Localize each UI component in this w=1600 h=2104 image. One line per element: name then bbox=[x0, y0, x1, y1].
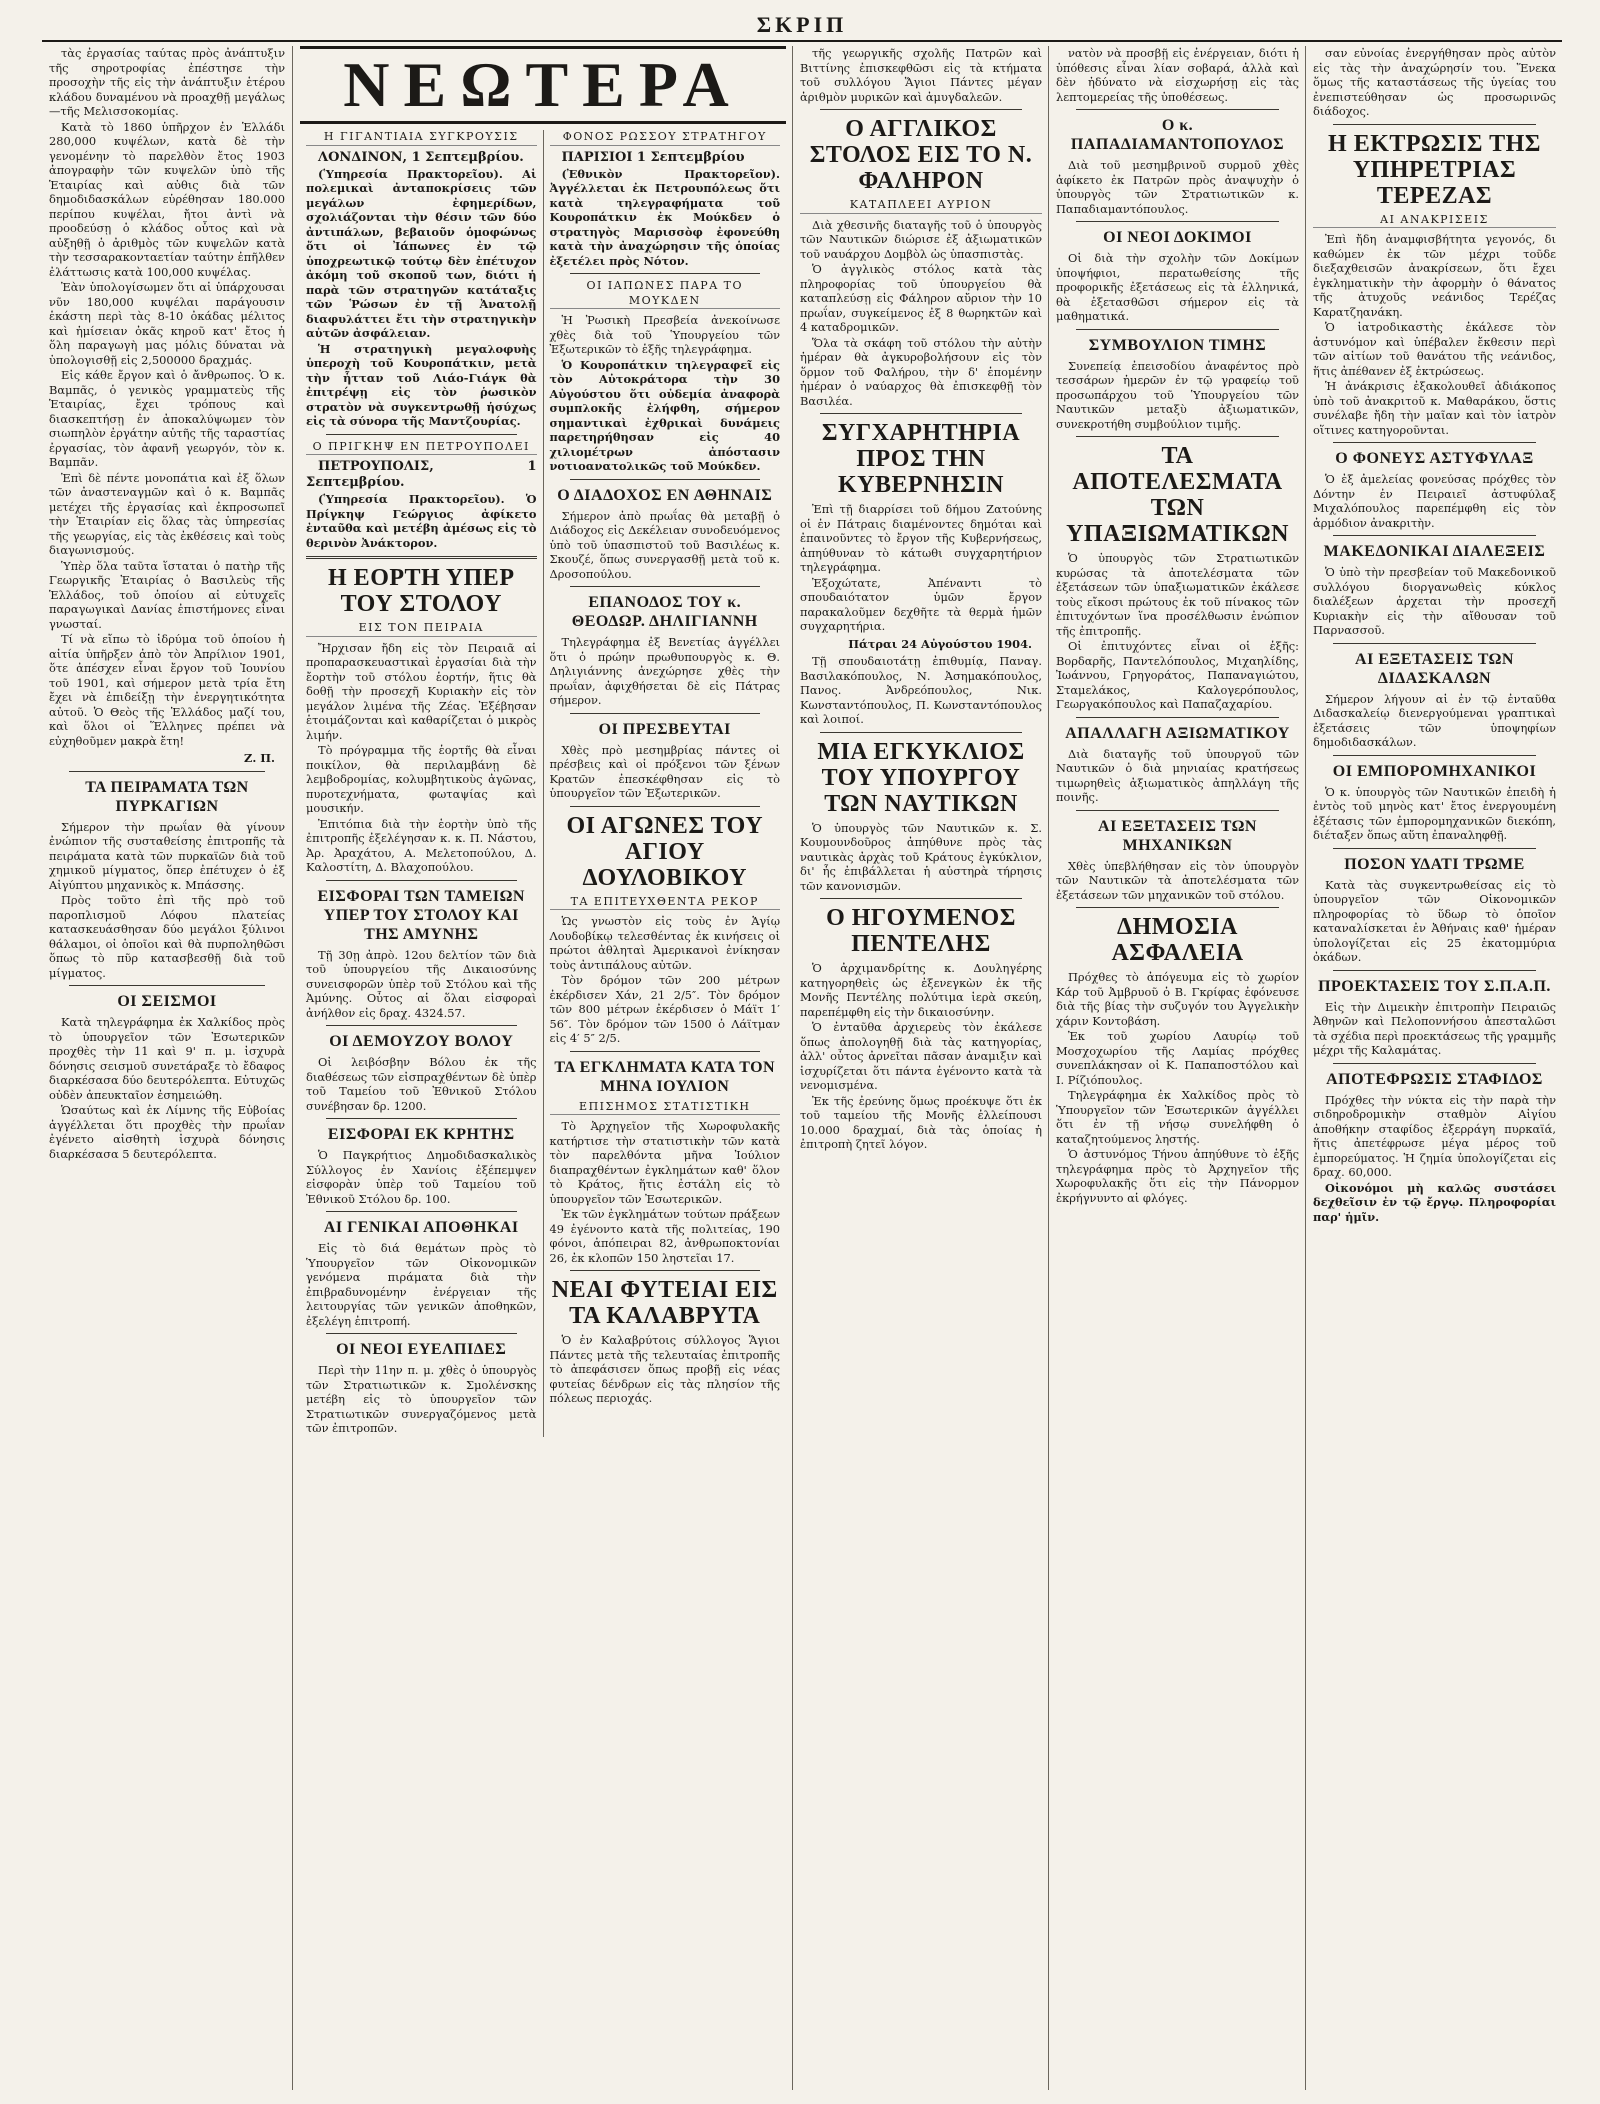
divider bbox=[570, 586, 761, 587]
article-text: Ὁ Κουροπάτκιν τηλεγραφεῖ εἰς τὸν Αὐτοκράτορα τὴν 30 Αὐγούστου ὅτι οὐδεμία ἀναφορὰ συμπλοκῆς ἐλήφθη, σήμερον σημαντικαὶ ἐχθρικαὶ δυνάμεις παρετηρήθησαν εἰς 40 χιλιομέτρων ἀπόστασιν νοτιοανατολικῶς τοῦ Μούκδεν. bbox=[549, 357, 780, 473]
headline-water-consumption: ΠΟΣΟΝ ΥΔΑΤΙ ΤΡΩΜΕ bbox=[1344, 855, 1525, 873]
article-text: Ἐκ τῶν ἐγκλημάτων τούτων πράξεων 49 ἐγένοντο κατὰ τῆς πολιτείας, 190 φόνοι, ἀπόπειραι 82, ἀνθρωποκτονίαι 26, ἐκ κλοπῶν 150 ληστεῖαι 17. bbox=[549, 1207, 780, 1265]
article-text: Ὅλα τὰ σκάφη τοῦ στόλου τὴν αὐτὴν ἡμέραν θὰ ἀγκυροβολήσουν εἰς τὸν ὅρμον τοῦ Φαλήρου, τὴν δ' ἑπομένην ἡμέραν ὁ ναύαρχος θὰ ἐπισκεφθῇ τὸν Βασιλέα. bbox=[800, 335, 1042, 408]
article-text: Ἐκ τῆς ἐρεύνης ὅμως προέκυψε ὅτι ἐκ τοῦ ταμείου τῆς Μονῆς ἐλλείπουσι 10.000 δραχμαί, διὰ τὰς ὁποίας ἡ ἐπιτροπὴ ζητεῖ λόγον. bbox=[800, 1093, 1042, 1151]
article-text: Οἰκονόμοι μὴ καλῶς συστάσει δεχθεῖσιν ἐν τῷ ἔργῳ. Πληροφορίαι παρ' ἡμῖν. bbox=[1313, 1180, 1556, 1224]
column-2 bbox=[300, 130, 543, 1437]
article-text: Ὁ ἐν Καλαβρύτοις σύλλογος Ἅγιοι Πάντες μετὰ τῆς τελευταίας ἐπιτροπῆς τὸ ἀπεφάσισεν ὅπως προβῇ εἰς νέας φυτείας δένδρων εἰς τὰς πλησίον τῆς πόλεως περιοχάς. bbox=[549, 1333, 780, 1405]
divider bbox=[1076, 717, 1279, 718]
divider bbox=[1333, 755, 1536, 756]
article-text: (Ἐθνικὸν Πρακτορεῖον). Ἀγγέλλεται ἐκ Πετρουπόλεως ὅτι κατὰ τηλεγραφήματα τοῦ Κουροπάτκιν ἐκ Μούκδεν ὁ στρατηγὸς Μαρισσὸφ ἐφονεύθη κατὰ τὴν ἀναχώρησιν τῆς ὁποίας ἐξετέλει πρὸς Νότον. bbox=[549, 166, 780, 268]
divider bbox=[326, 1211, 517, 1212]
headline-penteli-abbot: Ο ΗΓΟΥΜΕΝΟΣ ΠΕΝΤΕΛΗΣ bbox=[826, 905, 1016, 957]
article-text: Σήμερον ἀπὸ πρωΐας θὰ μεταβῇ ὁ Διάδοχος εἰς Δεκέλειαν συνοδευόμενος ὑπὸ τοῦ ὑπασπιστοῦ τοῦ Βασιλέως κ. Σκουζέ, ὅπως συνεργασθῇ μετὰ τοῦ κ. Δροσοπούλου. bbox=[549, 508, 780, 581]
headline-officer-release: ΑΠΑΛΛΑΓΗ ΑΞΙΩΜΑΤΙΚΟΥ bbox=[1065, 724, 1290, 742]
article-text: Τηλεγράφημα ἐκ Χαλκίδος πρὸς τὸ Ὑπουργεῖον τῶν Ἐσωτερικῶν ἀγγέλλει ὅτι ἐν τῇ νήσῳ συνελήφθη ὁ καταζητούμενος ληστής. bbox=[1056, 1088, 1299, 1146]
article-text: Ἐπὶ δὲ πέντε μονοπάτια καὶ ἐξ ὅλων τῶν ἀναστεναγμῶν καὶ ὁ κ. Βαμπᾶς μετέχει τῆς ἐργασίας καὶ ἐκπροσωπεῖ τὴν Ἑταιρίαν εἰς ὅλας τὰς ὑπηρεσίας τῆς γεωργίας, εἰς τὰς ἐκθέσεις καὶ τοὺς διαγωνισμούς. bbox=[49, 470, 285, 557]
article-text: Τῇ σπουδαιοτάτῃ ἐπιθυμίᾳ, Παναγ. Βασιλακόπουλος, Ν. Ἀσημακόπουλος, Πανος. Ἀνδρεόπουλος, Νικ. Κωνσταντόπουλος, Π. Κωνσταντόπουλος καὶ λοιποί. bbox=[800, 654, 1042, 726]
article-text: Τὸν δρόμον τῶν 200 μέτρων ἐκέρδισεν Χάν, 21 2/5″. Τὸν δρόμον τῶν 800 μέτρων ἐκέρδισεν ὁ Μάϊτ 1′ 56″. Τὸν δρόμον τῶν 1500 ὁ Λάϊτμαν εἰς 4′ 5″ 2/5. bbox=[549, 973, 780, 1045]
article-text: Ὁ ἀστυνόμος Τήνου ἀπηύθυνε τὸ ἑξῆς τηλεγράφημα πρὸς τὸ Ἀρχηγεῖον τῆς Χωροφυλακῆς ὅτι εἰς τὴν Πάνορμον ἐκρήγνυντο αἱ φλόγες. bbox=[1056, 1147, 1299, 1205]
article-text: (Ὑπηρεσία Πρακτορεῖου). Ὁ Πρίγκηψ Γεώργιος ἀφίκετο ἐνταῦθα καὶ μετέβη ἀμέσως εἰς τὸ θερινὸν Ἀνάκτορον. bbox=[306, 492, 537, 550]
article-text: Ἡ Ῥωσικὴ Πρεσβεία ἀνεκοίνωσε χθὲς διὰ τοῦ Ὑπουργείου τῶν Ἐξωτερικῶν τὸ ἑξῆς τηλεγράφημα. bbox=[549, 313, 780, 356]
article-text: Ἐκ τοῦ χωρίου Λαυρίῳ τοῦ Μοσχοχωρίου τῆς Λαμίας πρόχθες συνεπλάκησαν οἱ Κ. Παπαποστόλου καὶ Ι. Ρίζιόπουλος. bbox=[1056, 1029, 1299, 1087]
article-text: Ἡ ἀνάκρισις ἐξακολουθεῖ ἀδιάκοπος ὑπὸ τοῦ ἀνακριτοῦ κ. Μαθαράκου, ὅστις συνέλαβε ἤδη τὴν μαῖαν καὶ τὸν ἰατρὸν οἵτινες κατηγοροῦνται. bbox=[1313, 379, 1556, 437]
headline-new-cadets: ΟΙ ΝΕΟΙ ΕΥΕΛΠΙΔΕΣ bbox=[336, 1341, 507, 1358]
divider bbox=[570, 713, 761, 714]
article-text: Ὁ ἐνταῦθα ἀρχιερεὺς τὸν ἐκάλεσε ὅπως ἀπολογηθῇ διὰ τὰς κατηγορίας, ἀλλ' οὗτος ἀρνεῖται πᾶσαν ἀναμιξιν καὶ ἰσχυρίζεται ὅτι πάντα ἐγένοντο κατὰ τὰ νενομισμένα. bbox=[800, 1020, 1042, 1092]
headline-merchant-engineers: ΟΙ ΕΜΠΟΡΟΜΗΧΑΝΙΚΟΙ bbox=[1332, 762, 1537, 780]
headline-congratulations: ΣΥΓΧΑΡΗΤΗΡΙΑ ΠΡΟΣ ΤΗΝ ΚΥΒΕΡΝΗΣΙΝ bbox=[821, 420, 1021, 498]
article-text: Ὁ ἐξ ἀμελείας φονεύσας πρόχθες τὸν Δόντην ἐν Πειραιεῖ ἀστυφύλαξ Μιχαλόπουλος παρεπέμφθη εἰς τὸν ἀρμόδιον ἀνακριτὴν. bbox=[1313, 472, 1556, 530]
headline-tereza-abortion: Η ΕΚΤΡΩΣΙΣ ΤΗΣ ΥΠΗΡΕΤΡΙΑΣ ΤΕΡΕΖΑΣ bbox=[1328, 130, 1541, 209]
author-signature: Ζ. Π. bbox=[244, 751, 275, 765]
article-text: Τί νὰ εἴπω τὸ ἰδρύμα τοῦ ὁποίου ἡ αἰτία ὑπῆρξεν ἀπὸ τὸν Ἀπρίλιον 1901, ὅτε ἀπέσχεν εἶναι ἔργον τοῦ Ἰουνίου τοῦ 1901, καὶ σήμερον μετὰ τρία ἔτη ἔχει νὰ ἐπιδείξῃ τὴν ἐνεργητικότητα αὐτοῦ. Ὁ Θεὸς τῆς Ἑλλάδος μαζί του, καὶ ὅλοι οἱ Ἕλληνες πρέπει νὰ εὐχηθοῦμεν μακρὰ ἔτη! bbox=[49, 632, 285, 748]
article-text: Ὡσαύτως καὶ ἐκ Λίμνης τῆς Εὐβοίας ἀγγέλλεται ὅτι προχθὲς τὴν πρωΐαν ἐγένετο αἰσθητὴ ἰσχυρὰ δόνησις διαρκέσασα 5 δευτερόλεπτα. bbox=[49, 1103, 285, 1161]
headline-papadiamantopoulos: Ο κ. ΠΑΠΑΔΙΑΜΑΝΤΟΠΟΥΛΟΣ bbox=[1070, 117, 1285, 153]
article-text: Ἤρχισαν ἤδη εἰς τὸν Πειραιᾶ αἱ προπαρασκευαστικαὶ ἐργασίαι διὰ τὴν ἔορτὴν τοῦ στόλου ἑορτήν, ἥτις θὰ δοθῇ τὴν προσεχῆ Κυριακὴν εἰς τὸν μεγάλον λιμένα τῆς Ζέας. Ἐξέβησαν ἑτοιμάζονται καὶ καθαρίζεται ὁ μικρὸς λιμήν. bbox=[306, 640, 537, 742]
article-text: τὰς ἐργασίας ταύτας πρὸς ἀνάπτυξιν τῆς σηροτροφίας ἐπέστησε τὴν προσοχὴν τῆς εἰς τὴν ἀνάπτυξιν ἑτέρου κλάδου δυναμένου νὰ προαχθῇ μεγάλως—τῆς Μελισσοκομίας. bbox=[49, 46, 285, 118]
divider bbox=[820, 109, 1022, 110]
headline-return-deligiannis: ΕΠΑΝΟΔΟΣ ΤΟΥ κ. ΘΕΟΔΩΡ. ΔΗΛΙΓΙΑΝΝΗ bbox=[571, 594, 758, 630]
dateline: ΛΟΝΔΙΝΟΝ, 1 Σεπτεμβρίου. bbox=[318, 149, 524, 165]
headline-macedonian-lectures: ΜΑΚΕΔΟΝΙΚΑΙ ΔΙΑΛΕΞΕΙΣ bbox=[1323, 543, 1546, 560]
subheadline: ΤΑ ΕΠΙΤΕΥΧΘΕΝΤΑ ΡΕΚΟΡ bbox=[550, 895, 781, 911]
divider bbox=[1333, 535, 1536, 536]
article-text: Εἰς τὸ διά θεμάτων πρὸς τὸ Ὑπουργεῖον τῶν Οἰκονομικῶν γενόμενα πιράματα διὰ τὴν ἐπιβραδυνομένην ἐνέργειαν τῆς λειτουργίας τῶν γενικῶν ἀποθηκῶν, ἐξελέγη ἐπιτροπή. bbox=[306, 1241, 537, 1328]
divider bbox=[1076, 907, 1279, 908]
subheadline: ΚΑΤΑΠΛΕΕΙ ΑΥΡΙΟΝ bbox=[800, 198, 1042, 214]
divider bbox=[326, 1333, 517, 1334]
article-text: Σήμερον λήγουν αἱ ἐν τῷ ἐνταῦθα Διδασκαλείῳ διενεργούμεναι γραπτικαὶ ἐξετάσεις τῶν ὑποψηφίων δημοδιδασκάλων. bbox=[1313, 691, 1556, 749]
divider bbox=[1076, 810, 1279, 811]
column-6 bbox=[1305, 46, 1563, 2090]
article-text: Ὡς γνωστὸν εἰς τοὺς ἐν Ἁγίῳ Λουδοβίκῳ τελεσθέντας ἐκ κινήσεις οἱ πρώτοι ἀθληταὶ Ἀμερικανοὶ ἐνίκησαν τοὺς ἀντιπάλους αὐτῶν. bbox=[549, 914, 780, 972]
divider bbox=[1076, 329, 1279, 330]
divider bbox=[1333, 442, 1536, 443]
article-text: Κατὰ τὰς συγκεντρωθείσας εἰς τὸ ὑπουργεῖον τῶν Οἰκονομικῶν πληροφορίας τὸ ὕδωρ τὸ ὁποῖον καταναλίσκεται ἐν Ἀθήναις καθ' ἡμέραν ὑπολογίζεται εἰς 25 ἑκατομμύρια ὀκάδων. bbox=[1313, 877, 1556, 964]
article-text: Σήμερον τὴν πρωΐαν θὰ γίνουν ἐνώπιον τῆς συσταθείσης ἐπιτροπῆς τὰ πειράματα κατὰ τῶν πυρκαϊῶν διὰ τοῦ χημικοῦ μίγματος, ὅπερ ἐπέτυχεν ὁ ἐξ Αἰγύπτου μηχανικὸς κ. Μπάσσης. bbox=[49, 819, 285, 892]
article-text: Ὁ ὑπουργὸς τῶν Ναυτικῶν κ. Σ. Κουμουνδοῦρος ἀπηύθυνε πρὸς τὰς ναυτικὰς ἀρχὰς τοῦ Κράτους ἐγκύκλιον, δι' ἧς ἐπιβάλλεται ἡ αὐστηρὰ τήρησις τῶν κανονισμῶν. bbox=[800, 820, 1042, 893]
divider bbox=[69, 771, 265, 772]
article-text: Τῇ 30ῃ ἀπρὸ. 12ου δελτίον τῶν διὰ τοῦ ὑπουργείου τῆς Δικαιοσύνης συνεισφορῶν ὑπὲρ τοῦ Στόλου καὶ τῆς Ἀμύνης. Οὗτος αἱ ὅλαι εἰσφοραὶ ἀνήλθον εἰς δραχ. 4324.57. bbox=[306, 947, 537, 1020]
article-text: Πρὸς τοῦτο ἐπὶ τῆς πρὸ τοῦ παροπλισμοῦ Λόφου πλατείας κατασκευάσθησαν δύο μεγάλοι ξύλινοι θάλαμοι, οἱ ὁποῖοι καὶ θὰ πυρποληθῶσι ὅπως τὸ πῦρ κατασβεσθῇ διὰ τοῦ μίγματος. bbox=[49, 893, 285, 980]
headline-earthquakes: ΟΙ ΣΕΙΣΜΟΙ bbox=[117, 993, 217, 1010]
article-text: Πρόχθες τὸ ἀπόγευμα εἰς τὸ χωρίον Κάρ τοῦ Ἀμβρυοῦ ὁ Β. Γκρίφας ἐφόνευσε διὰ τῆς βίας τὴν συζυγόν του Ἀγγελικὴν χάριν Κοντοβάση. bbox=[1056, 970, 1299, 1028]
article-text: Περὶ τὴν 11ην π. μ. χθὲς ὁ ὑπουργὸς τῶν Στρατιωτικῶν κ. Σμολένσκης μετέβη εἰς τὸ ὑπουργεῖον τῶν Στρατιωτικῶν συνεργαζόμενος μετὰ τῶν ἐπιτροπῶν. bbox=[306, 1363, 537, 1435]
article-text: Ἐὰν ὑπολογίσωμεν ὅτι αἱ ὑπάρχουσαι νῦν 180,000 κυψέλαι παράγουσιν ἑκάστη περὶ τὰς 8-10 ὀκάδας μέλιτος καὶ ἡμίσειαν ὀκᾶς κηροῦ κατ' ἔτος ἡ ὅλη παραγωγὴ μας μόλις δύναται νὰ ὑπολογισθῇ εἰς 2,500000 δραχμάς. bbox=[49, 280, 285, 367]
headline-prince-petersburg: Ο ΠΡΙΓΚΗΨ ΕΝ ΠΕΤΡΟΥΠΟΛΕΙ bbox=[306, 440, 537, 456]
divider bbox=[1076, 221, 1279, 222]
headline-honor-council: ΣΥΜΒΟΥΛΙΟΝ ΤΙΜΗΣ bbox=[1088, 336, 1267, 354]
article-text: Τὸ Ἀρχηγεῖον τῆς Χωροφυλακῆς κατήρτισε τὴν στατιστικὴν τῶν κατὰ τὸν παρελθόντα μῆνα Ἰούλιον διαπραχθέντων ἐγκλημάτων καθ' ὅλον τὸ Κράτος, ἥτις ἐστάλη εἰς τὸ ὑπουργεῖον τῶν Ἐσωτερικῶν. bbox=[549, 1119, 780, 1206]
headline-crown-prince: Ο ΔΙΑΔΟΧΟΣ ΕΝ ΑΘΗΝΑΙΣ bbox=[557, 486, 773, 504]
divider bbox=[1333, 124, 1536, 125]
divider bbox=[570, 1270, 761, 1271]
divider bbox=[1076, 436, 1279, 437]
headline-russian-general-murder: ΦΟΝΟΣ ΡΩΣΣΟΥ ΣΤΡΑΤΗΓΟΥ bbox=[550, 130, 781, 146]
column-3 bbox=[543, 130, 787, 1437]
divider bbox=[1333, 970, 1536, 971]
article-text: Οἱ διὰ τὴν σχολὴν τῶν Δοκίμων ὑποψήφιοι, περατωθείσης τῆς προφορικῆς ἐξετάσεως εἰς τὰ ἑλληνικά, θὰ ἐξετασθῶσι σήμερον εἰς τὰ μαθηματικά. bbox=[1056, 251, 1299, 323]
article-text: Ὁ ὑπουργὸς τῶν Στρατιωτικῶν κυρώσας τὰ ἀποτελέσματα τῶν ἐξετάσεων τῶν ὑπαξιωματικῶν ἐκάλεσε τοὺς εἴκοσι πρώτους ἐκ τοῦ πίνακος τῶν ἐπιτυχόντων ἵνα προσέλθωσιν ἐνώπιον τῆς ἐπιτροπῆς. bbox=[1056, 551, 1299, 638]
headline-treasury-contributions: ΕΙΣΦΟΡΑΙ ΤΩΝ ΤΑΜΕΙΩΝ ΥΠΕΡ ΤΟΥ ΣΤΟΛΟΥ ΚΑΙ ΤΗΣ ΑΜΥΝΗΣ bbox=[317, 887, 525, 943]
article-text: Ἡ στρατηγικὴ μεγαλοφυὴς ὑπεροχὴ τοῦ Κουροπάτκιν, μετὰ τὴν ἧτταν τοῦ Λιάο-Γιάγκ θὰ ἐπιτρέψῃ εἰς τὸν ῥωσικὸν στρατὸν νὰ συγκεντρωθῇ ἡσύχως εἰς τὰ σύνορα τῆς Μαντζουρίας. bbox=[306, 341, 537, 428]
headline-fleet-festival: Η ΕΟΡΤΗ ΥΠΕΡ ΤΟΥ ΣΤΟΛΟΥ bbox=[328, 565, 515, 617]
column-1 bbox=[42, 46, 292, 2090]
section-banner-latest-news: ΝΕΩΤΕΡΑ bbox=[300, 46, 786, 124]
column-5 bbox=[1048, 46, 1306, 2090]
divider bbox=[1333, 848, 1536, 849]
headline-english-fleet: Ο ΑΓΓΛΙΚΟΣ ΣΤΟΛΟΣ ΕΙΣ ΤΟ Ν. ΦΑΛΗΡΟΝ bbox=[809, 116, 1033, 194]
divider bbox=[570, 479, 761, 480]
divider bbox=[1333, 1063, 1536, 1064]
article-text: Ὁ ἀρχιμανδρίτης κ. Δουληγέρης κατηγορηθεὶς ὡς ἐξενεγκὼν ἐκ τῆς Μονῆς Πεντέλης πολύτιμα ἱερὰ σκεύη, παρεπέμφθη εἰς τὴν δικαιοσύνην. bbox=[800, 961, 1042, 1019]
article-text: (Ὑπηρεσία Πρακτορεῖου). Αἱ πολεμικαὶ ἀνταποκρίσεις τῶν μεγάλων ἐφημερίδων, σχολιάζονται τὴν θέσιν τῶν δύο ἀντιπάλων, βεβαιοῦν ὁμοφώνως ὅτι οἱ Ἰάπωνες ἐν τῷ ὑποχρεωτικῷ τούτῳ δὲν ἐπέτυχον ἀκόμη τοῦ σκοποῦ των, διότι ἡ παρὰ τῶν στρατηγῶν κατάταξις τῶν Ῥώσων ἐν τῇ Ἀνατολῇ διαφυλάττει ἔτι τὴν στρατηγικὴν αὐτῶν ἀσφάλειαν. bbox=[306, 166, 537, 340]
divider bbox=[326, 434, 517, 435]
article-text: Χθὲς πρὸ μεσημβρίας πάντες οἱ πρέσβεις καὶ οἱ πρόξενοι τῶν ξένων Κρατῶν ἐπεσκέφθησαν εἰς τὸ ὑπουργεῖον τῶν Ἐξωτερικῶν. bbox=[549, 742, 780, 800]
divider bbox=[326, 1118, 517, 1119]
headline-giant-clash: Η ΓΙΓΑΝΤΙΑΙΑ ΣΥΓΚΡΟΥΣΙΣ bbox=[306, 130, 537, 146]
article-text: Τὸ πρόγραμμα τῆς ἑορτῆς θὰ εἶναι ποικίλον, θὰ περιλαμβάνῃ δὲ λεμβοδρομίας, κολυμβητικοὺς ἀγῶνας, πυροτεχνήματα, φωταψίας καὶ μουσικήν. bbox=[306, 743, 537, 815]
article-text: Ὁ κ. ὑπουργὸς τῶν Ναυτικῶν ἐπειδὴ ἡ ἐντὸς τοῦ μηνὸς κατ' ἔτος ἐνεργουμένη ἐξέτασις τῶν ἐμπορομηχανικῶν διεκόπη, διέταξεν ὅπως αὕτη ἐπαναληφθῇ. bbox=[1313, 784, 1556, 842]
article-text: Συνεπείᾳ ἐπεισοδίου ἀναφέντος πρὸ τεσσάρων ἡμερῶν ἐν τῷ γραφείῳ τοῦ προσωπάρχου τοῦ Ὑπουργείου τῶν Ναυτικῶν μεταξὺ ἀξιωματικῶν, συνεκροτήθη συμβούλιον τιμῆς. bbox=[1056, 358, 1299, 431]
dateline: ΠΑΡΙΣΙΟΙ 1 Σεπτεμβρίου bbox=[561, 149, 745, 165]
newspaper-title: ΣΚΡΙΠ bbox=[756, 12, 848, 37]
article-text: Ὁ ἰατροδικαστὴς ἐκάλεσε τὸν ἀστυνόμον καὶ ὑπέβαλεν ἔκθεσιν περὶ τῶν αἰτίων τοῦ θανάτου τῆς νεάνιδος, ἥτις ἀπέθανεν ἐξ ἐκτρώσεως. bbox=[1313, 320, 1556, 378]
article-text: Ἐπὶ τῇ διαρρίσει τοῦ δήμου Ζατούνης οἱ ἐν Πάτραις διαμένοντες δημόται καὶ ἐπαινοῦντες τὸ ἔργον τῆς Κυβερνήσεως, ἀπηύθυναν τὸ κάτωθι συγχαρητήριον τηλεγράφημα. bbox=[800, 502, 1042, 574]
headline-ambassadors: ΟΙ ΠΡΕΣΒΕΥΤΑΙ bbox=[598, 720, 731, 738]
divider bbox=[820, 898, 1022, 899]
headline-naval-circular: ΜΙΑ ΕΓΚΥΚΛΙΟΣ ΤΟΥ ΥΠΟΥΡΓΟΥ ΤΩΝ ΝΑΥΤΙΚΩΝ bbox=[817, 738, 1025, 817]
divider bbox=[570, 273, 761, 274]
divider bbox=[1333, 643, 1536, 644]
headline-crete-contributions: ΕΙΣΦΟΡΑΙ ΕΚ ΚΡΗΤΗΣ bbox=[327, 1126, 515, 1143]
newspaper-page bbox=[42, 0, 1562, 2104]
headline-murderer-policeman: Ο ΦΟΝΕΥΣ ΑΣΤΥΦΥΛΑΞ bbox=[1335, 450, 1534, 467]
divider bbox=[1076, 109, 1279, 110]
subheadline: ΕΠΙΣΗΜΟΣ ΣΤΑΤΙΣΤΙΚΗ bbox=[550, 1100, 781, 1116]
headline-railway-extensions: ΠΡΟΕΚΤΑΣΕΙΣ ΤΟΥ Σ.Π.Α.Π. bbox=[1318, 977, 1551, 995]
article-text: Ὁ ὑπὸ τὴν πρεσβείαν τοῦ Μακεδονικοῦ συλλόγου διοργανωθεὶς κύκλος διαλέξεων ἀρχεται τὴν προσεχῆ Κυριακὴν εἰς τὴν αἴθουσαν τοῦ Παρνασσοῦ. bbox=[1313, 565, 1556, 637]
headline-volos: ΟΙ ΔΕΜΟΥΖΟΥ ΒΟΛΟΥ bbox=[329, 1033, 514, 1050]
divider bbox=[820, 732, 1022, 733]
divider bbox=[570, 806, 761, 807]
article-text: Διὰ χθεσινῆς διαταγῆς τοῦ ὁ ὑπουργὸς τῶν Ναυτικῶν διώρισε ἐξ ἀξιωματικῶν τοῦ ναυάρχου Δομβὸλ ὡς ὑπασπιστὰς. bbox=[800, 217, 1042, 261]
divider bbox=[306, 556, 537, 559]
headline-crimes-july: ΤΑ ΕΓΚΛΗΜΑΤΑ ΚΑΤΑ ΤΟΝ ΜΗΝΑ ΙΟΥΛΙΟΝ bbox=[554, 1058, 776, 1095]
article-text: Χθὲς ὑπεβλήθησαν εἰς τὸν ὑπουργὸν τῶν Ναυτικῶν τὰ ἀποτελέσματα τῶν ἐξετάσεων τῶν μηχανικῶν τοῦ στόλου. bbox=[1056, 858, 1299, 902]
divider bbox=[820, 413, 1022, 414]
headline-japanese-mukden: ΟΙ ΙΑΠΩΝΕΣ ΠΑΡΑ ΤΟ ΜΟΥΚΔΕΝ bbox=[550, 279, 781, 309]
headline-new-plantations: ΝΕΑΙ ΦΥΤΕΙΑΙ ΕΙΣ ΤΑ ΚΑΛΑΒΡΥΤΑ bbox=[551, 1277, 778, 1329]
article-text: Ἐπὶ ἤδη ἀναμφισβήτητα γεγονός, δι καθώμεν ἐκ τῶν μέχρι τοῦδε διεξαχθεισῶν ἀνακρίσεων, ὅτι ἔχει ἐγκληματικὴν τὴν ἀφορμὴν ὁ θάνατος τῆς ἀτυχοῦς νεάνιδος Τερέζας Καρατζηανάκη. bbox=[1313, 232, 1556, 319]
article-text: σαν εὐνοίας ἐνεργήθησαν πρὸς αὐτὸν εἰς τὰς τὴν ἀναχώρησίν του. Ἕνεκα ὅμως τῆς καταστάσεως τῆς ὑγείας του ἐνεπιστεύθησαν ὡς προσωρινῶς διάδοχος. bbox=[1313, 46, 1556, 118]
headline-public-safety: ΔΗΜΟΣΙΑ ΑΣΦΑΛΕΙΑ bbox=[1111, 914, 1244, 966]
article-text: Τηλεγράφημα ἐξ Βενετίας ἀγγέλλει ὅτι ὁ πρώην πρωθυπουργὸς κ. Θ. Δηλιγιάννης ἀνεχώρησε χθὲς τὴν πρωΐαν, ἀφιχθήσεται δὲ εἰς Πάτρας σήμερον. bbox=[549, 635, 780, 707]
masthead bbox=[42, 12, 1562, 42]
divider bbox=[570, 1051, 761, 1052]
article-text: Κατὰ τὸ 1860 ὑπῆρχον ἐν Ἑλλάδι 280,000 κυψέλων, κατὰ δὲ τὴν γενομένην τὸ παρελθὸν ἔτος 1903 ἀπογραφὴν τῶν κυψελῶν ὑπὸ τῆς Ἑταιρίας καὶ αὐθις διὰ τῶν δημοδιδασκάλων εὑρέθησαν 180.000 περίπου κυψέλαι, ἤτοι ἀντὶ νὰ προοδεύσῃ ὁ κλάδος οὗτος καὶ νὰ αὐξηθῇ ὁ ἀριθμὸς τῶν κυψελῶν κατὰ τὴν τεσσαρακονταετίαν ταύτην ἐπῆλθεν ἐλάττωσις κατὰ 100,000 κυψέλας. bbox=[49, 119, 285, 279]
article-text: Ὑπὲρ ὅλα ταῦτα ἵσταται ὁ πατὴρ τῆς Γεωργικῆς Ἑταιρίας ὁ Βασιλεὺς τῆς Ἑλλάδος, τοῦ ὁποίου αἱ εὐτυχεῖς παραγωγικαὶ Δανίας ἐπιστήμονες εἶναι γνωσταί. bbox=[49, 558, 285, 631]
subheadline: ΕΙΣ ΤΟΝ ΠΕΙΡΑΙΑ bbox=[306, 621, 537, 637]
article-text: Εἰς κάθε ἔργον καὶ ὁ ἄνθρωπος. Ὁ κ. Βαμπᾶς, ὁ γενικὸς γραμματεὺς τῆς Ἑταιρίας, ἔχει τρόπους καὶ διασκεπτήσῃ ἐν ἀποκαλύψωμεν τὸν σιωπηλὸν ἐργάτην αὐτῆς τῆς ταραστίας ἐργασίας, τὸν ἀφανῆ γεωργόν, τὸν κ. Βαμπᾶν. bbox=[49, 368, 285, 469]
headline-engineer-exams: ΑΙ ΕΞΕΤΑΣΕΙΣ ΤΩΝ ΜΗΧΑΝΙΚΩΝ bbox=[1098, 817, 1257, 854]
article-text: Κατὰ τηλεγράφημα ἐκ Χαλκίδος πρὸς τὸ ὑπουργεῖον τῶν Ἐσωτερικῶν προχθὲς τὴν 11 καὶ 9' π. μ. ἰσχυρὰ δόνησις σεισμοῦ συνετάραξε τὸ ἔδαφος διαρκέσασα δύο δευτερόλεπτα. Εὐτυχῶς οὐδὲν ἀπευκταῖον ἐσημειώθη. bbox=[49, 1015, 285, 1102]
headline-nco-results: ΤΑ ΑΠΟΤΕΛΕΣΜΑΤΑ ΤΩΝ ΥΠΑΞΙΩΜΑΤΙΚΩΝ bbox=[1066, 443, 1289, 547]
article-text: νατὸν νὰ προσβῇ εἰς ἐνέργειαν, διότι ἡ ὑπόθεσις εἶναι λίαν σοβαρά, ἀλλὰ καὶ δὲν ἠδύνατο νὰ εἰσχωρήσῃ εἰς τὰς λεπτομερείας τῆς ὑποθέσεως. bbox=[1056, 46, 1299, 104]
headline-general-warehouses: ΑΙ ΓΕΝΙΚΑΙ ΑΠΟΘΗΚΑΙ bbox=[323, 1219, 519, 1236]
article-text: Οἱ ἐπιτυχόντες εἶναι οἱ ἑξῆς: Βορδαρῆς, Παντελόπουλος, Μιχαηλίδης, Ἰωάννου, Γρηγοράτος, Παπαναγιώτου, Σταμελάκος, Καλογερόπουλος, Γεωργακόπουλος καὶ Παπαζαχαρίου. bbox=[1056, 639, 1299, 711]
article-text: Διὰ τοῦ μεσημβρινοῦ συρμοῦ χθὲς ἀφίκετο ἐκ Πατρῶν πρὸς ἀναψυχὴν ὁ ὑπουργὸς τῶν Στρατιωτικῶν κ. Παπαδιαμαντόπουλος. bbox=[1056, 158, 1299, 216]
headline-teacher-exams: ΑΙ ΕΞΕΤΑΣΕΙΣ ΤΩΝ ΔΙΔΑΣΚΑΛΩΝ bbox=[1355, 650, 1514, 687]
article-text: Ὁ ἀγγλικὸς στόλος κατὰ τὰς πληροφορίας τοῦ ὑπουργείου θὰ καταπλεύσῃ εἰς Φάληρον αὔριον τὴν 10 πρωΐαν, συγκείμενος ἐξ 8 θωρηκτῶν καὶ 4 καταδρομικῶν. bbox=[800, 262, 1042, 334]
article-text: Ἐπιτόπια διὰ τὴν ἑορτὴν ὑπὸ τῆς ἐπιτροπῆς ἐξελέγησαν κ. κ. Π. Νάστου, Ἀρ. Ἀραχάτου, Α. Μελετοπούλου, Δ. Καλοστίτη, Δ. Βλαχοπούλου. bbox=[306, 816, 537, 874]
headline-st-louis-games: ΟΙ ΑΓΩΝΕΣ ΤΟΥ ΑΓΙΟΥ ΔΟΥΛΟΒΙΚΟΥ bbox=[566, 812, 764, 891]
article-text: Ἐξοχώτατε, Ἀπέναντι τὸ σπουδαιότατον ὑμῶν ἔργον παρακαλοῦμεν δεχθῆτε τὰ θερμὰ ἡμῶν συγχαρητήρια. bbox=[800, 575, 1042, 633]
divider bbox=[326, 1025, 517, 1026]
divider bbox=[326, 880, 517, 881]
date-signature: Πάτραι 24 Αὐγούστου 1904. bbox=[848, 636, 1032, 651]
divider bbox=[69, 985, 265, 986]
headline-fire-experiments: ΤΑ ΠΕΙΡΑΜΑΤΑ ΤΩΝ ΠΥΡΚΑΓΙΩΝ bbox=[85, 778, 249, 815]
article-text: Διὰ διαταγῆς τοῦ ὑπουργοῦ τῶν Ναυτικῶν ὁ διὰ μηνιαίας κρατήσεως τιμωρηθεὶς ἀξιωματικὸς ἀπηλλάγη τῆς ποινῆς. bbox=[1056, 746, 1299, 804]
article-text: Πρόχθες τὴν νύκτα εἰς τὴν παρὰ τὴν σιδηροδρομικὴν σταθμὸν Αἰγίου ἀποθήκην σταφίδος ἐξερράγη πυρκαϊά, ἥτις ἀπετέφρωσε μέγα μέρος τοῦ ἐμπορεύματος. Ἡ ζημία ὑπολογίζεται εἰς δραχ. 60,000. bbox=[1313, 1092, 1556, 1179]
article-text: Οἱ λειβόσβην Βόλου ἐκ τῆς διαθέσεως τῶν εἰσπραχθέντων δὲ ὑπὲρ τοῦ Ταμείου τοῦ Ἐθνικοῦ Στόλου συνέβησαν δρ. 1200. bbox=[306, 1055, 537, 1113]
article-text: τῆς γεωργικῆς σχολῆς Πατρῶν καὶ Βιττίνης ἐπισκεφθῶσι εἰς τὰ κτήματα τοῦ συλλόγου Ἅγιοι Πάντες μέγαν ἀριθμὸν μυρικῶν καὶ ἀμυγδαλεῶν. bbox=[800, 46, 1042, 104]
subheadline: ΑΙ ΑΝΑΚΡΙΣΕΙΣ bbox=[1313, 213, 1556, 229]
headline-new-cadets: ΟΙ ΝΕΟΙ ΔΟΚΙΜΟΙ bbox=[1103, 229, 1252, 246]
article-text: Εἰς τὴν Διμεικὴν ἐπιτροπὴν Πειραιῶς Ἀθηνῶν καὶ Πελοποννήσου ἀπεσταλῶσι τὰ σχέδια περὶ προεκτάσεως τῆς γραμμῆς μέχρι τῆς Καλαμάτας. bbox=[1313, 999, 1556, 1057]
column-2-3 bbox=[292, 46, 793, 2090]
dateline: ΠΕΤΡΟΥΠΟΛΙΣ, 1 Σεπτεμβρίου. bbox=[306, 459, 537, 490]
column-4 bbox=[792, 46, 1049, 2090]
article-text: Ὁ Παγκρήτιος Δημοδιδασκαλικὸς Σύλλογος ἐν Χανίοις ἐξέπεμψεν εἰσφορὰν ὑπὲρ τοῦ Ταμείου τοῦ Ἐθνικοῦ Στόλου δρ. 100. bbox=[306, 1148, 537, 1206]
headline-raisin-fire: ΑΠΟΤΕΦΡΩΣΙΣ ΣΤΑΦΙΔΟΣ bbox=[1326, 1070, 1543, 1088]
